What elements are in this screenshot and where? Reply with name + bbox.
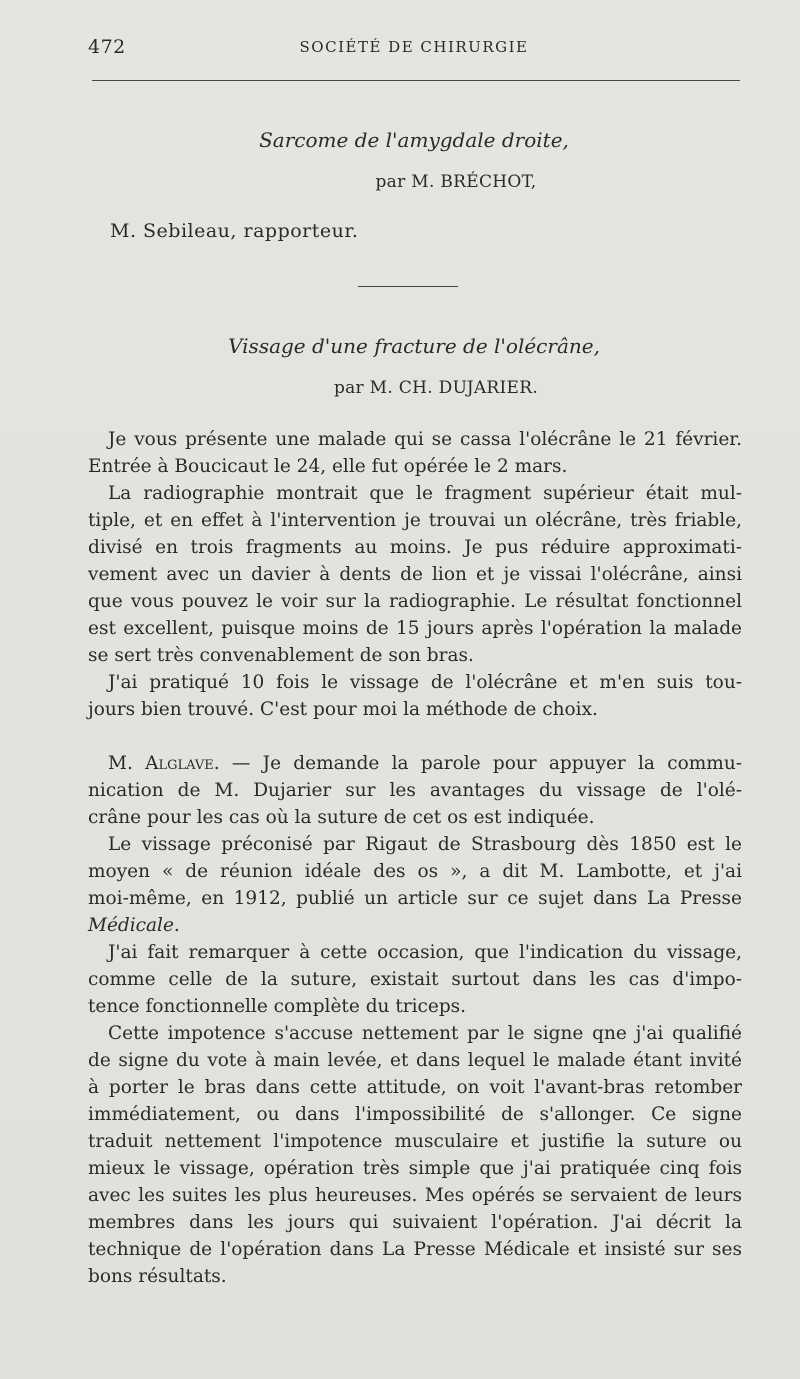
text-line: de signe du vote à main levée, et dans lequel le malade étant invité — [88, 1050, 742, 1071]
text-line: moyen « de réunion idéale des os », a dit M. Lambotte, et j'ai — [88, 861, 742, 882]
text-line: que vous pouvez le voir sur la radiographie. Le résultat fonctionnel — [88, 591, 742, 612]
paragraph — [88, 426, 742, 480]
text-line: bons résultats. — [88, 1266, 227, 1287]
running-title: SOCIÉTÉ DE CHIRURGIE — [299, 38, 529, 56]
text-line: avec les suites les plus heureuses. Mes opérés se servaient de leurs — [88, 1185, 742, 1206]
paragraph — [88, 1020, 742, 1290]
article2-author: par M. CH. DUJARIER. — [333, 378, 539, 398]
text-line: Médicale. — [88, 915, 180, 936]
page-header — [88, 36, 740, 66]
article1-author: par M. BRÉCHOT, — [375, 172, 537, 192]
text-line: J'ai pratiqué 10 fois le vissage de l'olécrâne et m'en suis tou- — [108, 672, 742, 693]
text-line: Entrée à Boucicaut le 24, elle fut opérée le 2 mars. — [88, 456, 568, 477]
paragraph — [88, 939, 742, 1020]
paragraph — [88, 669, 742, 723]
text-line: moi-même, en 1912, publié un article sur ce sujet dans La Presse — [88, 888, 742, 909]
text-line: J'ai fait remarquer à cette occasion, que l'indication du vissage, — [108, 942, 742, 963]
article2-title: Vissage d'une fracture de l'olécrâne, — [228, 334, 600, 358]
section-divider — [358, 286, 458, 287]
paragraph — [88, 750, 742, 831]
article-body — [88, 426, 742, 1290]
text-line — [88, 750, 742, 777]
text-line: technique de l'opération dans La Presse Médicale et insisté sur ses — [88, 1239, 742, 1260]
text-line: tiple, et en effet à l'intervention je trouvai un olécrâne, très friable, — [88, 510, 742, 531]
paragraph — [88, 831, 742, 939]
text-line: est excellent, puisque moins de 15 jours après l'opération la malade — [88, 618, 742, 639]
text-line: traduit nettement l'impotence musculaire et justifie la suture ou — [88, 1131, 742, 1152]
article1-rapporteur: M. Sebileau, rapporteur. — [110, 220, 359, 242]
article1-title: Sarcome de l'amygdale droite, — [259, 128, 569, 152]
speaker-name: M. Alglave. — [108, 753, 220, 774]
text-line: comme celle de la suture, existait surtout dans les cas d'impo- — [88, 969, 742, 990]
text-line: nication de M. Dujarier sur les avantages du vissage de l'olé- — [88, 780, 742, 801]
text-line: à porter le bras dans cette attitude, on voit l'avant-bras retomber — [88, 1077, 742, 1098]
text-line: Cette impotence s'accuse nettement par le signe qne j'ai qualifié — [108, 1023, 742, 1044]
text-line: jours bien trouvé. C'est pour moi la méthode de choix. — [88, 699, 598, 720]
text-fragment: — Je demande la parole pour appuyer la commu- — [219, 753, 742, 774]
text-line: divisé en trois fragments au moins. Je pus réduire approximati- — [88, 537, 742, 558]
text-line: vement avec un davier à dents de lion et je vissai l'olécrâne, ainsi — [88, 564, 742, 585]
text-line: tence fonctionnelle complète du triceps. — [88, 996, 467, 1017]
page-number: 472 — [88, 36, 126, 58]
text-line: Le vissage préconisé par Rigaut de Strasbourg dès 1850 est le — [108, 834, 742, 855]
text-line: La radiographie montrait que le fragment supérieur était mul- — [108, 483, 742, 504]
text-line: immédiatement, ou dans l'impossibilité de s'allonger. Ce signe — [88, 1104, 742, 1125]
text-line: se sert très convenablement de son bras. — [88, 645, 474, 666]
paragraph — [88, 480, 742, 669]
text-line: mieux le vissage, opération très simple que j'ai pratiquée cinq fois — [88, 1158, 742, 1179]
text-line: membres dans les jours qui suivaient l'opération. J'ai décrit la — [88, 1212, 742, 1233]
text-line: crâne pour les cas où la suture de cet os est indiquée. — [88, 807, 595, 828]
text-line: Je vous présente une malade qui se cassa l'olécrâne le 21 février. — [108, 429, 742, 450]
header-rule — [92, 80, 740, 81]
